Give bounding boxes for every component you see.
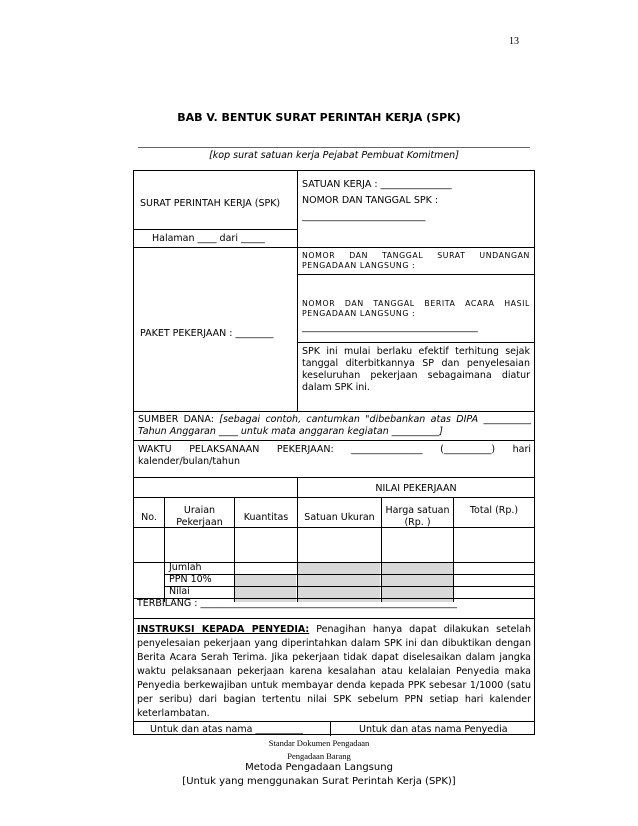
untuk-penyedia: Untuk dan atas nama Penyedia xyxy=(359,724,508,735)
divider xyxy=(164,586,534,587)
col-satuan: Satuan Ukuran xyxy=(304,512,375,523)
satuan-kerja: SATUAN KERJA : _______________ xyxy=(302,179,452,190)
spk-label: SURAT PERINTAH KERJA (SPK) xyxy=(140,198,281,209)
shaded-cell xyxy=(381,562,453,602)
col-total: Total (Rp.) xyxy=(469,505,519,516)
divider xyxy=(134,229,297,230)
divider xyxy=(164,574,534,575)
row-ppn: PPN 10% xyxy=(169,574,212,585)
instruksi-label: INSTRUKSI KEPADA PENYEDIA: xyxy=(137,624,310,635)
instruksi-kepada-penyedia xyxy=(137,623,531,721)
nomor-tanggal-spk: NOMOR DAN TANGGAL SPK : xyxy=(302,195,439,206)
divider xyxy=(330,721,331,736)
divider xyxy=(134,411,534,412)
divider xyxy=(134,440,534,441)
footer-line-4: [Untuk yang menggunakan Surat Perintah Kerja (SPK)] xyxy=(182,776,456,787)
divider xyxy=(298,274,534,275)
row-jumlah: Jumlah xyxy=(169,562,202,573)
row-nilai: Nilai xyxy=(169,586,190,597)
footer-line-1: Standar Dokumen Pengadaan xyxy=(268,738,370,748)
sumber-dana xyxy=(138,414,531,438)
shaded-cell xyxy=(297,562,380,602)
letterhead-placeholder: [kop surat satuan kerja Pejabat Pembuat Komitmen] xyxy=(209,150,459,161)
kop-divider xyxy=(138,147,530,148)
col-uraian: Uraian Pekerjaan xyxy=(176,505,223,528)
divider xyxy=(134,527,534,528)
terbilang: TERBILANG : ______________________________________________________ xyxy=(137,598,457,609)
halaman: Halaman ____ dari _____ xyxy=(152,233,265,244)
footer-line-2: Pengadaan Barang xyxy=(287,751,351,761)
divider xyxy=(297,171,298,411)
divider xyxy=(297,477,298,602)
divider xyxy=(134,618,534,619)
chapter-title: BAB V. BENTUK SURAT PERINTAH KERJA (SPK) xyxy=(177,111,461,124)
spk-efektif: SPK ini mulai berlaku efektif terhitung sejak tanggal diterbitkannya SP dan penyelesaian keseluruhan pekerjaan sebagaimana diatur dalam SPK ini. xyxy=(302,346,530,393)
undangan-field: NOMOR DAN TANGGAL SURAT UNDANGAN PENGADAAN LANGSUNG : xyxy=(302,251,530,270)
sumber-dana-label: SUMBER DANA: xyxy=(138,414,214,425)
footer-line-3: Metoda Pengadaan Langsung xyxy=(245,762,393,773)
divider xyxy=(134,477,534,478)
nomor-tanggal-spk-blank: __________________________ xyxy=(302,211,426,222)
page-number: 13 xyxy=(509,36,519,47)
divider xyxy=(298,342,534,343)
divider xyxy=(134,247,534,248)
col-no: No. xyxy=(141,512,157,523)
instruksi-text: Penagihan hanya dapat dilakukan setelah penyelesaian pekerjaan yang diperintahkan dalam SPK ini dan dibuktikan dengan Berita Acara Serah Terima. Jika pekerjaan tidak dapat diselesaikan dalam jangka waktu pelaksanaan pekerjaan karena kesalahan atau kelalaian Penyedia maka Penyedia berkewajiban untuk membayar denda kepada PPK sebesar 1/1000 (satu per seribu) dari bagian tertentu nilai SPK sebelum PPN setiap hari kalender keterlambatan. xyxy=(137,624,531,719)
waktu-pelaksanaan: WAKTU PELAKSANAAN PEKERJAAN: _______________ (__________) hari kalender/bulan/tahun xyxy=(138,444,531,467)
nilai-pekerjaan-header: NILAI PEKERJAAN xyxy=(375,483,457,494)
untuk-ppk: Untuk dan atas nama __________ xyxy=(150,724,303,735)
paket-pekerjaan: PAKET PEKERJAAN : ________ xyxy=(140,328,274,339)
berita-acara-field: NOMOR DAN TANGGAL BERITA ACARA HASIL PENGADAAN LANGSUNG : xyxy=(302,299,530,318)
spk-form xyxy=(133,170,535,735)
berita-acara-blank: _____________________________________ xyxy=(302,322,478,333)
divider xyxy=(134,721,534,722)
col-kuantitas: Kuantitas xyxy=(243,512,289,523)
sumber-dana-text: [sebagai contoh, cantumkan "dibebankan atas DIPA __________ Tahun Anggaran ____ untuk mata anggaran kegiatan __________] xyxy=(138,414,532,437)
divider xyxy=(134,497,534,498)
col-harga: Harga satuan (Rp. ) xyxy=(385,505,450,528)
